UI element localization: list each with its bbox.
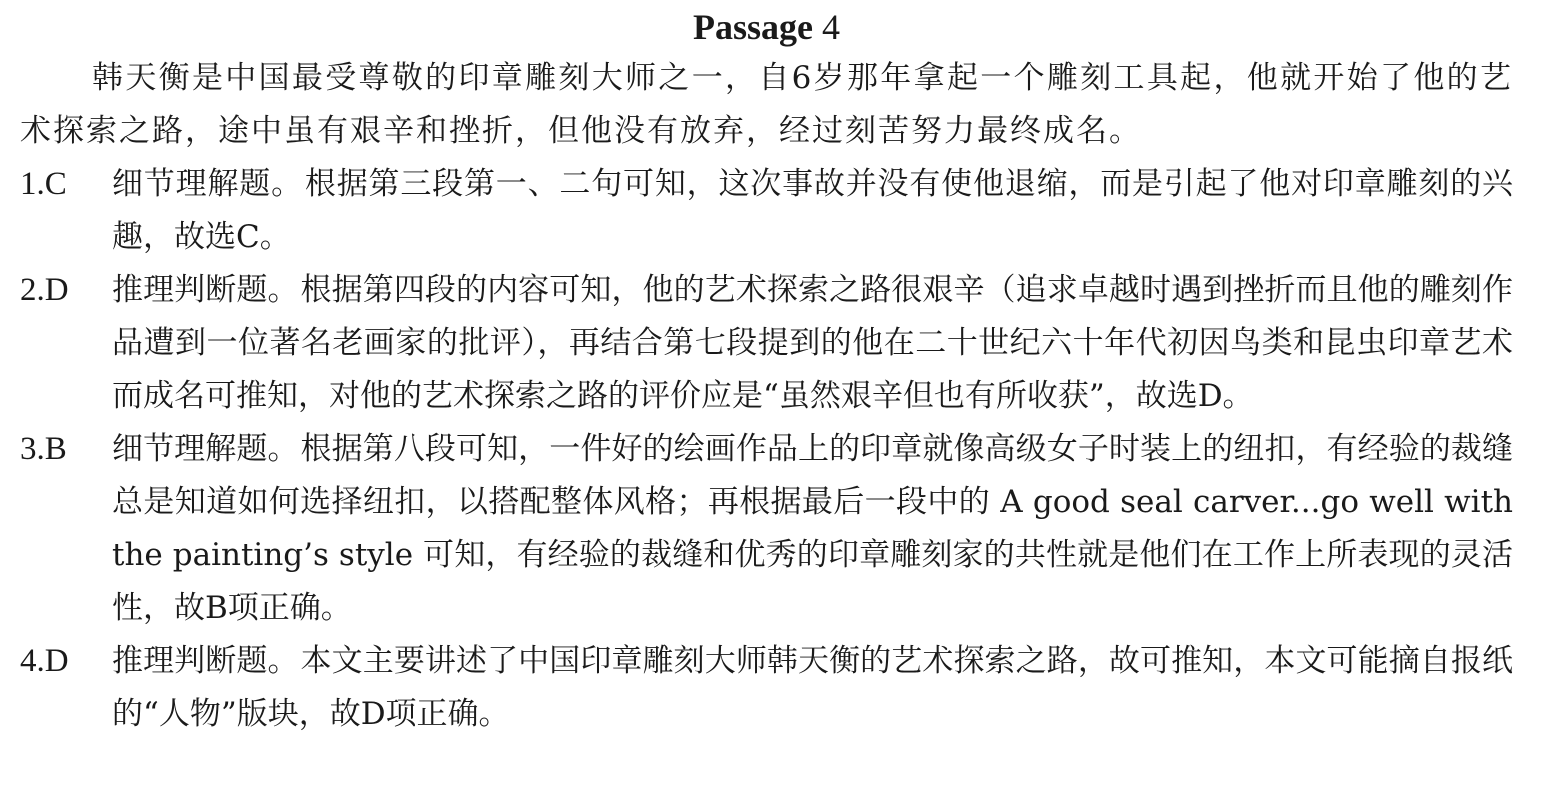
answer-explanation — [50, 423, 1513, 635]
passage-title-number: 4 — [822, 7, 840, 47]
question-type: 推理判断题。 — [112, 272, 299, 308]
explanation-text: 本文主要讲述了中国印章雕刻大师韩天衡的艺术探索之路，故可推知，本文可能摘自报纸的“人物”版块，故D项正确。 — [112, 643, 1513, 732]
explanation-text: 根据第三段第一、二句可知，这次事故并没有使他退缩，而是引起了他对印章雕刻的兴趣，故选C。 — [112, 166, 1514, 255]
answer-item — [20, 158, 1513, 264]
answer-label: 4.D — [20, 643, 69, 679]
explanation-text: 根据第八段可知，一件好的绘画作品上的印章就像高级女子时装上的纽扣，有经验的裁缝总是知道如何选择纽扣，以搭配整体风格；再根据最后一段中的 A good seal carver...go well with the painting’s style 可知，有经验的裁缝和优秀的印章雕刻家的共性就是他们在工作上所表现的灵活性，故B项正确。 — [112, 431, 1513, 626]
passage-summary: 韩天衡是中国最受尊敬的印章雕刻大师之一，自6岁那年拿起一个雕刻工具起，他就开始了他的艺术探索之路，途中虽有艰辛和挫折，但他没有放弃，经过刻苦努力最终成名。 — [20, 60, 1513, 149]
question-type: 细节理解题。 — [112, 431, 299, 467]
answer-item — [20, 423, 1513, 635]
answer-item — [20, 635, 1513, 741]
passage-title — [20, 4, 1513, 50]
answer-explanation — [50, 158, 1513, 264]
answer-label: 3.B — [20, 431, 67, 467]
answer-item — [20, 264, 1513, 423]
passage-title-word: Passage — [693, 7, 813, 47]
question-type: 细节理解题。 — [112, 166, 303, 202]
answer-label: 1.C — [20, 166, 67, 202]
explanation-text: 根据第四段的内容可知，他的艺术探索之路很艰辛（追求卓越时遇到挫折而且他的雕刻作品遭到一位著名老画家的批评），再结合第七段提到的他在二十世纪六十年代初因鸟类和昆虫印章艺术而成名可推知，对他的艺术探索之路的评价应是“虽然艰辛但也有所收获”，故选D。 — [112, 272, 1513, 414]
answer-label: 2.D — [20, 272, 69, 308]
question-type: 推理判断题。 — [112, 643, 299, 679]
answer-explanation — [50, 635, 1513, 741]
answer-explanation — [50, 264, 1513, 423]
